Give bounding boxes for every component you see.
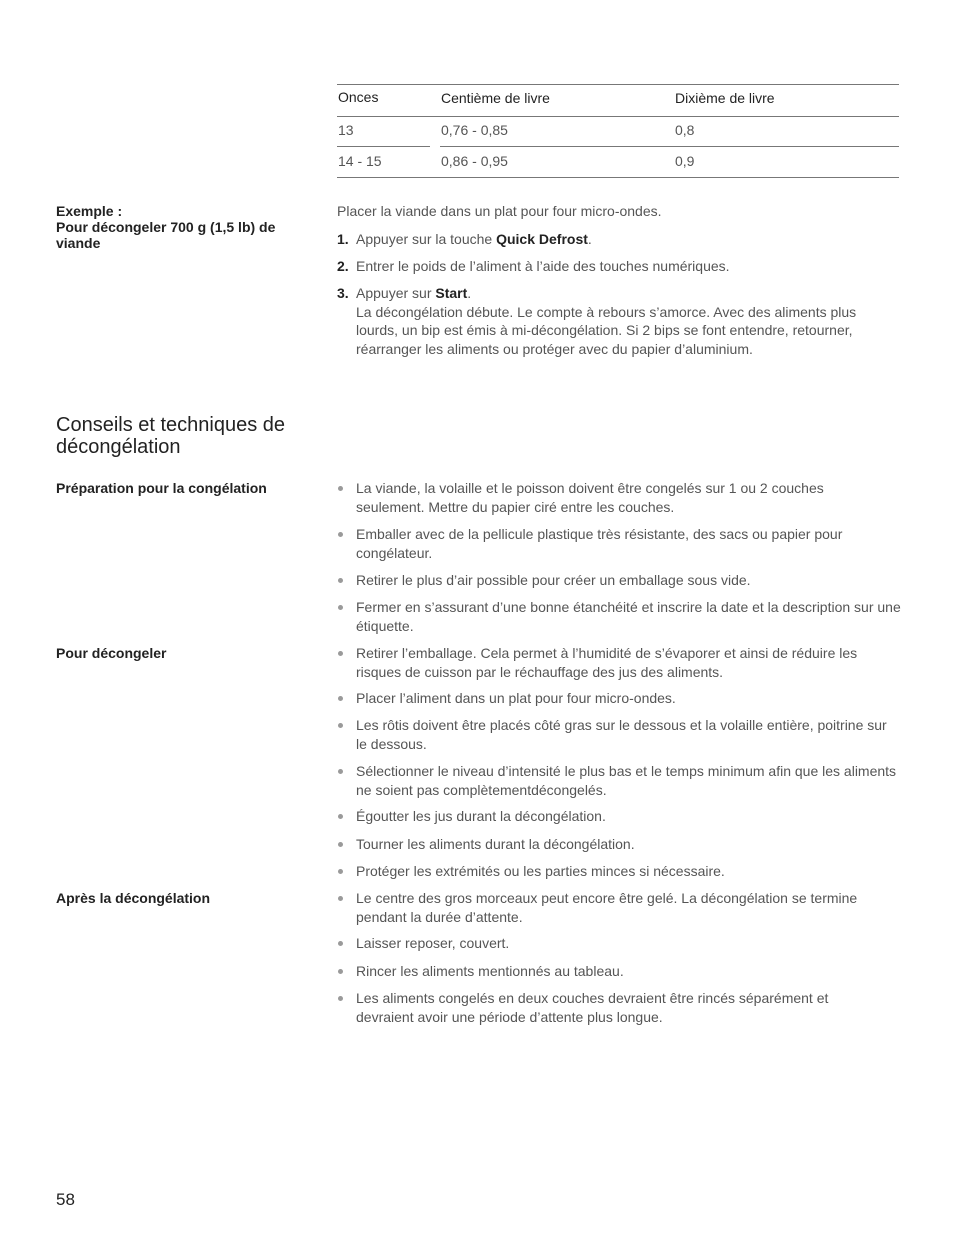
bullet-icon [338, 723, 343, 728]
step-number: 3. [337, 285, 349, 301]
group-label-apres: Après la décongélation [56, 890, 211, 906]
list-item: Protéger les extrémités ou les parties minces si nécessaire. [356, 863, 725, 879]
step-3-detail: La décongélation débute. Le compte à rebours s’amorce. Avec des aliments plus lourds, un bip est émis à mi-décongélation. Si 2 bips se font entendre, retourner, réarranger les aliments ou protéger avec du papier d’aluminium. [356, 303, 857, 357]
table-header-dixieme: Dixième de livre [675, 90, 775, 106]
group-label-preparation: Préparation pour la congélation [56, 480, 267, 496]
table-top-rule [337, 84, 899, 85]
step-number: 1. [337, 231, 349, 247]
table-row-rule [440, 146, 899, 147]
list-item: Retirer le plus d’air possible pour créer un emballage sous vide. [356, 572, 751, 588]
bullet-icon [338, 969, 343, 974]
bullet-icon [338, 651, 343, 656]
list-item: Les rôtis doivent être placés côté gras sur le dessous et la volaille entière, poitrine sur le dessous. [356, 717, 887, 752]
table-header-rule [337, 116, 899, 117]
list-item: Les aliments congelés en deux couches devraient être rincés séparément et devraient avoir une période d’attente plus longue. [356, 990, 829, 1025]
list-item: Placer l’aliment dans un plat pour four micro-ondes. [356, 690, 676, 706]
group-label-decongeler: Pour décongeler [56, 645, 167, 661]
example-title: Exemple : [56, 203, 123, 219]
bullet-icon [338, 996, 343, 1001]
bullet-icon [338, 578, 343, 583]
bullet-icon [338, 696, 343, 701]
table-header-centieme: Centième de livre [441, 90, 550, 106]
bullet-icon [338, 842, 343, 847]
section-heading: Conseils et techniques de décongélation [56, 414, 286, 458]
bullet-icon [338, 532, 343, 537]
list-item: Emballer avec de la pellicule plastique très résistante, des sacs ou papier pour congélateur. [356, 526, 843, 561]
step-3-line: Appuyer sur Start. [356, 285, 472, 301]
table-cell: 0,86 - 0,95 [441, 153, 508, 169]
bullet-icon [338, 486, 343, 491]
table-cell: 14 - 15 [338, 153, 382, 169]
list-item: Fermer en s’assurant d’une bonne étanchéité et inscrire la date et la description sur une étiquette. [356, 599, 901, 634]
step-3 [356, 284, 901, 358]
page-number: 58 [56, 1190, 75, 1209]
example-intro: Placer la viande dans un plat pour four micro-ondes. [337, 203, 662, 219]
step-number: 2. [337, 258, 349, 274]
table-bottom-rule [337, 177, 899, 178]
bullet-icon [338, 896, 343, 901]
table-cell: 0,76 - 0,85 [441, 122, 508, 138]
list-item: Sélectionner le niveau d’intensité le plus bas et le temps minimum afin que les aliments ne soient pas complètementdécongelés. [356, 763, 897, 798]
step-1: Appuyer sur la touche Quick Defrost. [356, 231, 592, 247]
list-item: Retirer l’emballage. Cela permet à l’humidité de s’évaporer et ainsi de réduire les risques de cuisson par le réchauffage des jus des aliments. [356, 645, 858, 680]
start-key: Start [435, 285, 468, 301]
list-item: Tourner les aliments durant la décongélation. [356, 836, 635, 852]
table-row-rule [337, 146, 430, 147]
quick-defrost-key: Quick Defrost [496, 231, 588, 247]
list-item: La viande, la volaille et le poisson doivent être congelés sur 1 ou 2 couches seulement. Mettre du papier ciré entre les couches. [356, 480, 824, 515]
bullet-icon [338, 869, 343, 874]
bullet-icon [338, 814, 343, 819]
list-item: Laisser reposer, couvert. [356, 935, 510, 951]
list-item: Rincer les aliments mentionnés au tableau. [356, 963, 624, 979]
bullet-icon [338, 769, 343, 774]
table-cell: 13 [338, 122, 354, 138]
example-label [56, 203, 306, 251]
bullet-icon [338, 941, 343, 946]
bullet-icon [338, 605, 343, 610]
step-2: Entrer le poids de l’aliment à l’aide des touches numériques. [356, 258, 730, 274]
list-item: Égoutter les jus durant la décongélation. [356, 808, 606, 824]
table-cell: 0,9 [675, 153, 695, 169]
table-cell: 0,8 [675, 122, 695, 138]
table-header-onces: Onces [338, 89, 379, 105]
example-subtitle: Pour décongeler 700 g (1,5 lb) de viande [56, 219, 276, 251]
list-item: Le centre des gros morceaux peut encore être gelé. La décongélation se termine pendant la durée d’attente. [356, 890, 858, 925]
